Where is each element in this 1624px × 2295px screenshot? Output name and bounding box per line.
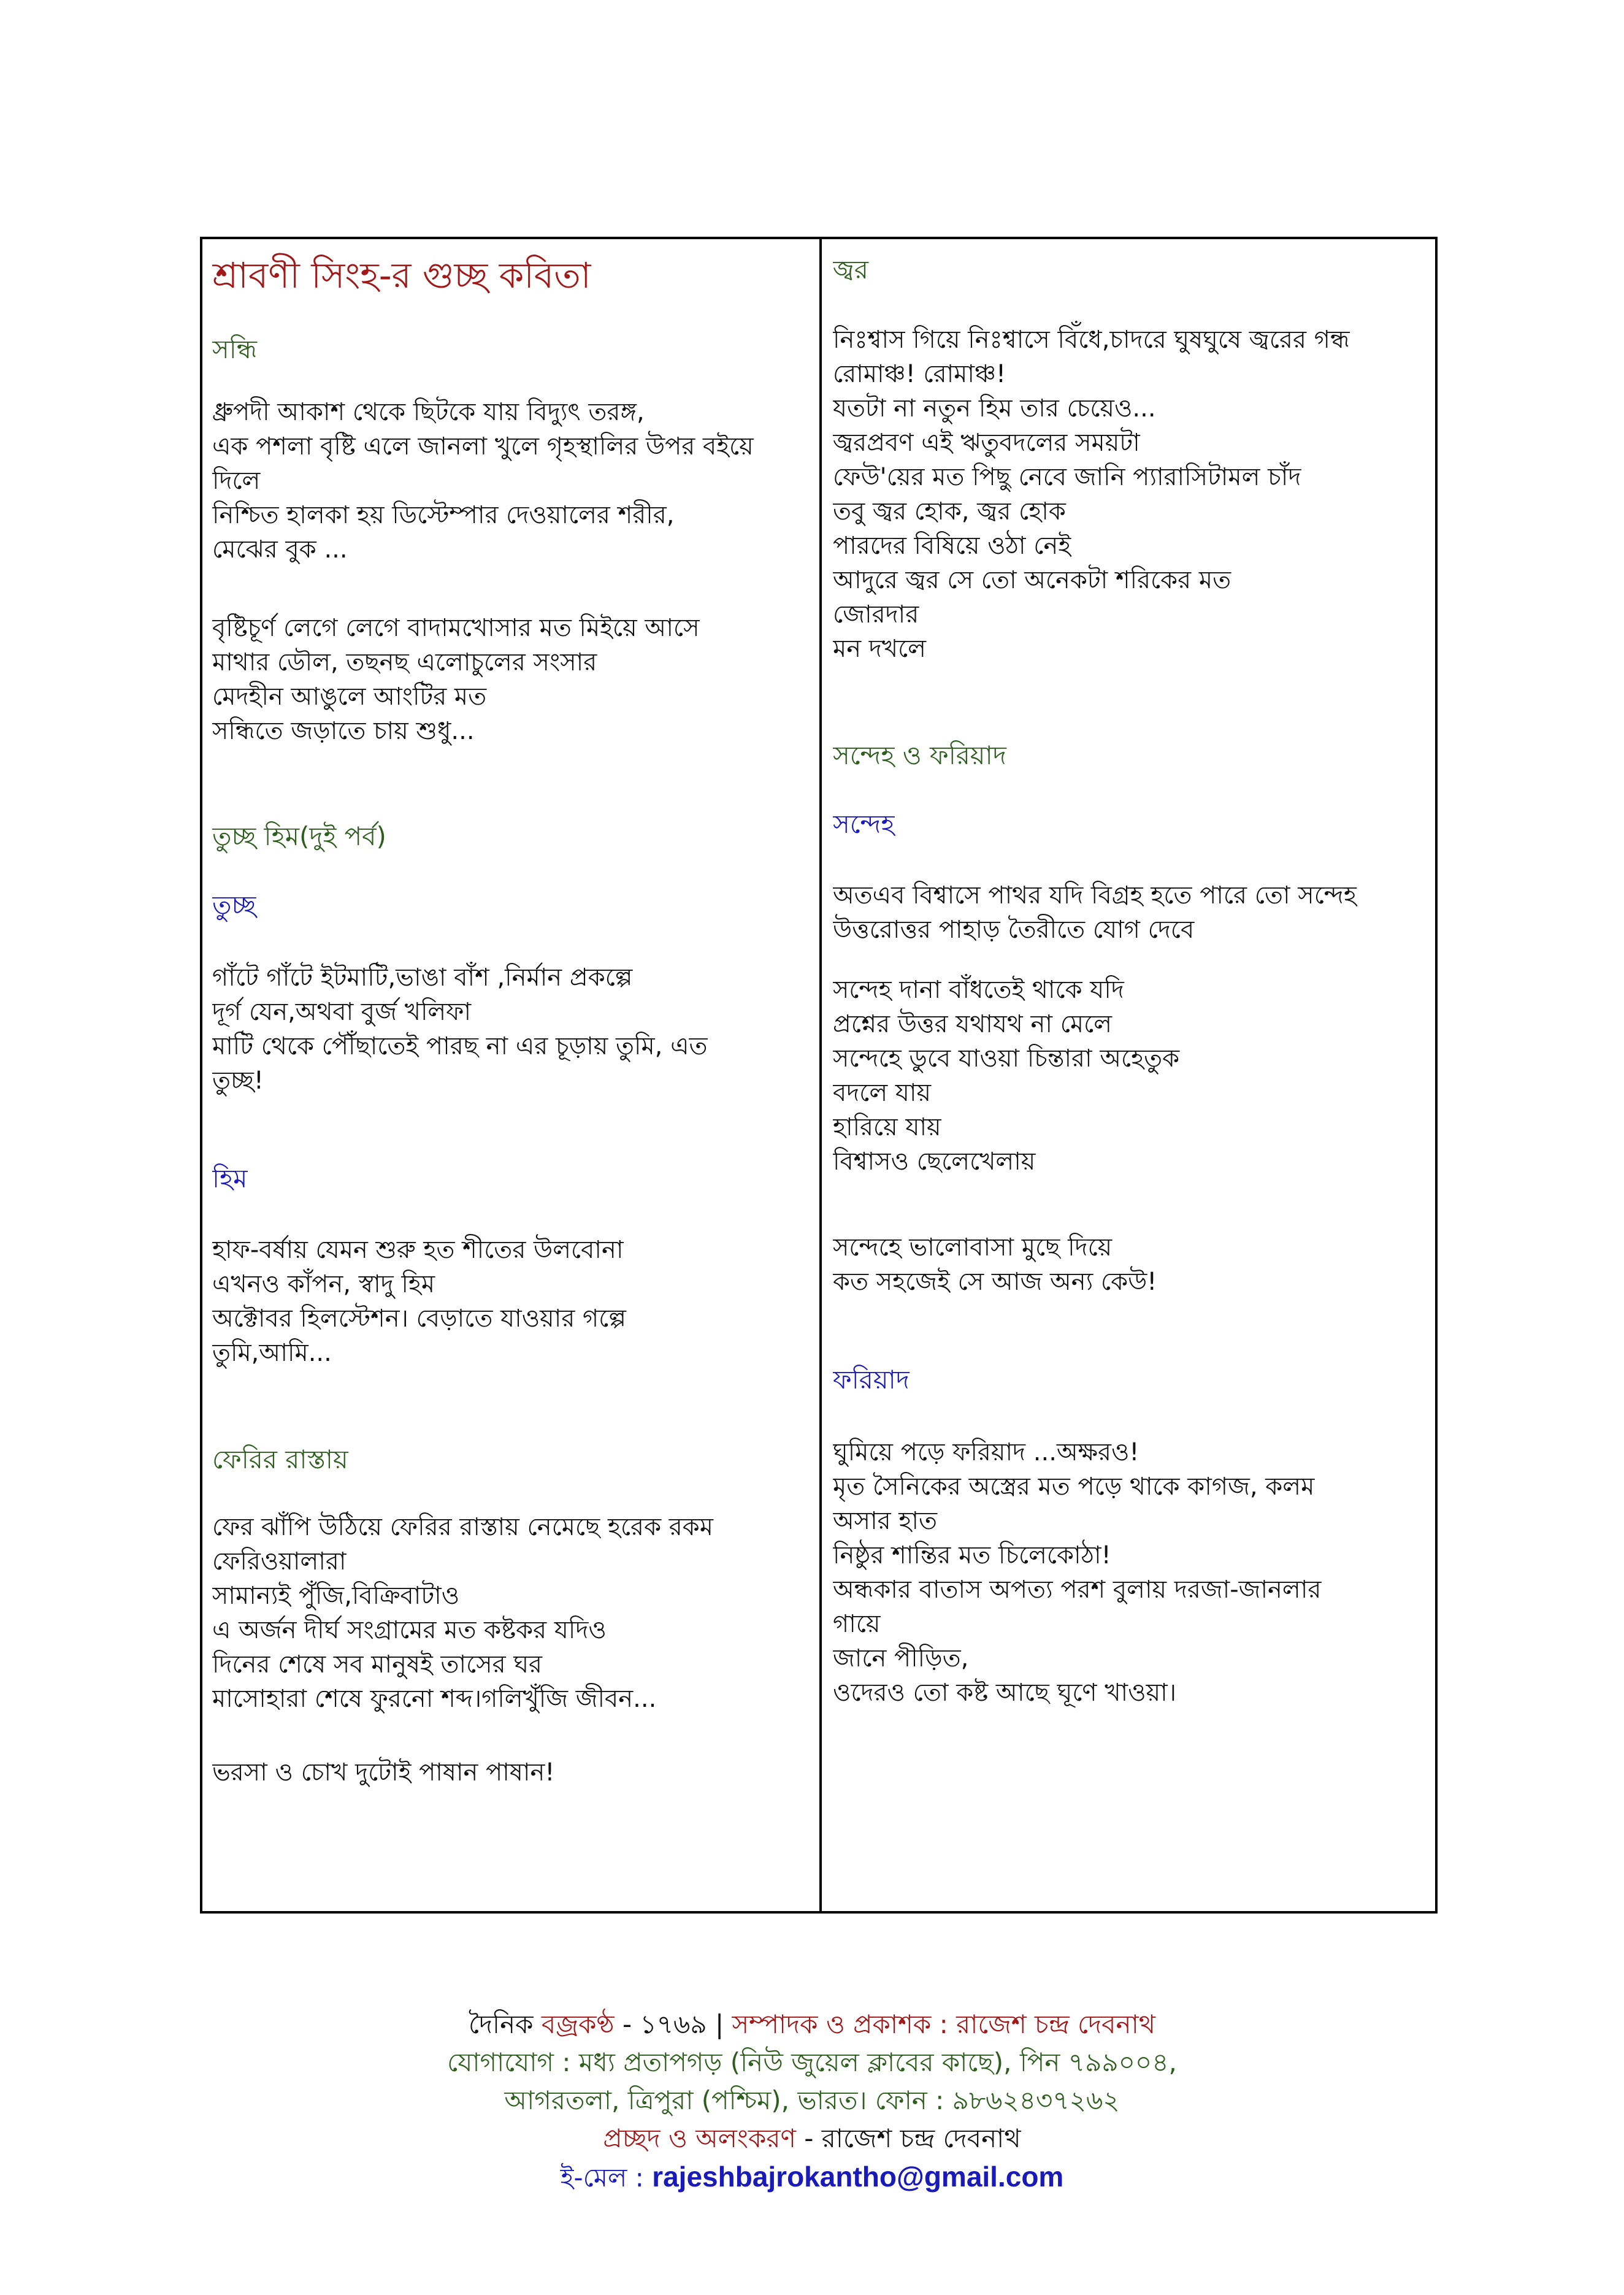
poem-line: জানে পীড়িত, bbox=[833, 1644, 969, 1672]
poem-line: মাসোহারা শেষে ফুরনো শব্দ।গলিখুঁজি জীবন... bbox=[212, 1685, 657, 1713]
poem-line: প্রশ্নের উত্তর যথাযথ না মেলে bbox=[833, 1010, 1113, 1038]
poem-line: অতএব বিশ্বাসে পাথর যদি বিগ্রহ হতে পারে তো সন্দেহ bbox=[833, 881, 1357, 910]
footer-email-label: ই-মেল : bbox=[560, 2163, 653, 2193]
publication-footer bbox=[0, 2006, 1624, 2197]
poem-line: বদলে যায় bbox=[833, 1079, 932, 1107]
subheading-him: হিম bbox=[212, 1163, 248, 1193]
poem-line: বৃষ্টিচূর্ণ লেগে লেগে বাদামখোসার মত মিইয়ে আসে bbox=[212, 614, 700, 642]
footer-prefix: দৈনিক bbox=[469, 2009, 542, 2039]
poem-line: দিনের শেষে সব মানুষই তাসের ঘর bbox=[212, 1650, 543, 1679]
poem-ferir-stanza-1 bbox=[212, 1510, 813, 1716]
footer-masthead-line bbox=[0, 2006, 1624, 2044]
poem-line: নিষ্ঠুর শান্তির মত চিলেকোঠা! bbox=[833, 1541, 1111, 1569]
footer-editor-label: সম্পাদক ও প্রকাশক : bbox=[732, 2009, 957, 2039]
poem-sandeho-stanza-1 bbox=[833, 878, 1431, 947]
poem-line: ফের ঝাঁপি উঠিয়ে ফেরির রাস্তায় নেমেছে হরেক রকম bbox=[212, 1513, 713, 1541]
poem-line: মাটি থেকে পৌঁছাতেই পারছ না এর চূড়ায় তুমি, এত bbox=[212, 1032, 708, 1060]
poem-sandhi-stanza-1 bbox=[212, 395, 813, 567]
poem-line: দিলে bbox=[212, 467, 261, 495]
poem-line: হারিয়ে যায় bbox=[833, 1113, 941, 1141]
poem-heading-sandeho-fariyad: সন্দেহ ও ফরিয়াদ bbox=[833, 740, 1006, 770]
footer-paper-name: বজ্রকণ্ঠ bbox=[541, 2009, 615, 2039]
left-column bbox=[212, 237, 813, 1914]
poem-line: ভরসা ও চোখ দুটোই পাষান পাষান! bbox=[212, 1758, 555, 1787]
subheading-fariyad: ফরিয়াদ bbox=[833, 1365, 910, 1395]
poem-jwar-lines bbox=[833, 323, 1431, 666]
poem-ferir-stanza-2 bbox=[212, 1755, 813, 1790]
poem-line: বিশ্বাসও ছেলেখেলায় bbox=[833, 1148, 1036, 1176]
poem-line: সামান্যই পুঁজি,বিক্রিবাটাও bbox=[212, 1582, 460, 1610]
poem-line: ফেরিওয়ালারা bbox=[212, 1547, 347, 1576]
poem-line: হাফ-বর্ষায় যেমন শুরু হত শীতের উলবোনা bbox=[212, 1236, 624, 1264]
poem-line: আদুরে জ্বর সে তো অনেকটা শরিকের মত bbox=[833, 566, 1231, 594]
footer-contact-line: যোগাযোগ : মধ্য প্রতাপগড় (নিউ জুয়েল ক্লাবের কাছে), পিন ৭৯৯০০৪, bbox=[447, 2047, 1177, 2077]
poem-him-lines bbox=[212, 1233, 813, 1370]
column-divider bbox=[819, 237, 822, 1914]
footer-issue-number: - ১৭৬৯ | bbox=[614, 2009, 732, 2039]
poem-line: দূর্গ যেন,অথবা বুর্জ খলিফা bbox=[212, 998, 472, 1026]
poem-line: ধ্রুপদী আকাশ থেকে ছিটকে যায় বিদ্যুৎ তরঙ্গ, bbox=[212, 398, 645, 426]
poem-heading-tuchchho-him: তুচ্ছ হিম(দুই পর্ব) bbox=[212, 821, 386, 851]
poem-line: এ অর্জন দীর্ঘ সংগ্রামের মত কষ্টকর যদিও bbox=[212, 1616, 607, 1644]
poem-line: মাথার ডৌল, তছনছ এলোচুলের সংসার bbox=[212, 648, 597, 676]
poem-line: নিঃশ্বাস গিয়ে নিঃশ্বাসে বিঁধে,চাদরে ঘুষঘুষে জ্বরের গন্ধ bbox=[833, 326, 1350, 354]
poem-heading-jwar: জ্বর bbox=[833, 255, 868, 285]
poem-line: উত্তরোত্তর পাহাড় তৈরীতে যোগ দেবে bbox=[833, 916, 1195, 944]
poem-line: মন দখলে bbox=[833, 635, 926, 663]
poem-line: অক্টোবর হিলস্টেশন। বেড়াতে যাওয়ার গল্পে bbox=[212, 1305, 626, 1333]
poem-line: সন্দেহে ভালোবাসা মুছে দিয়ে bbox=[833, 1233, 1113, 1262]
poem-line: যতটা না নতুন হিম তার চেয়েও... bbox=[833, 394, 1156, 423]
poem-line: অন্ধকার বাতাস অপত্য পরশ বুলায় দরজা-জানলার bbox=[833, 1576, 1322, 1604]
footer-editor-name: রাজেশ চন্দ্র দেবনাথ bbox=[956, 2009, 1155, 2039]
poem-line: এখনও কাঁপন, স্বাদু হিম bbox=[212, 1270, 435, 1298]
poem-line: তুচ্ছ! bbox=[212, 1067, 264, 1095]
poem-line: সন্দেহে ডুবে যাওয়া চিন্তারা অহেতুক bbox=[833, 1044, 1180, 1073]
poem-line: পারদের বিষিয়ে ওঠা নেই bbox=[833, 532, 1071, 560]
footer-cover-credit-line bbox=[0, 2120, 1624, 2158]
footer-address-line: আগরতলা, ত্রিপুরা (পশ্চিম), ভারত। ফোন : ৯৮৬২৪৩৭২৬২ bbox=[504, 2085, 1120, 2115]
poem-line: কত সহজেই সে আজ অন্য কেউ! bbox=[833, 1268, 1157, 1296]
footer-email-link[interactable]: rajeshbajrokantho@gmail.com bbox=[652, 2161, 1064, 2193]
poem-line: গাঁটে গাঁটে ইটমাটি,ভাঙা বাঁশ ,নির্মান প্রকল্পে bbox=[212, 964, 633, 992]
right-column bbox=[833, 237, 1431, 1914]
poem-line: মেদহীন আঙুলে আংটির মত bbox=[212, 683, 487, 711]
poem-line: এক পশলা বৃষ্টি এলে জানলা খুলে গৃহস্থালির উপর বইয়ে bbox=[212, 432, 754, 461]
poem-sandeho-stanza-2 bbox=[833, 973, 1431, 1179]
poem-line: ওদেরও তো কষ্ট আছে ঘূণে খাওয়া। bbox=[833, 1679, 1177, 1707]
poem-line: নিশ্চিত হালকা হয় ডিস্টেম্পার দেওয়ালের শরীর, bbox=[212, 501, 675, 529]
poem-line: সন্দেহ দানা বাঁধতেই থাকে যদি bbox=[833, 976, 1124, 1004]
poem-line: সন্ধিতে জড়াতে চায় শুধু... bbox=[212, 717, 475, 745]
poem-line: জোরদার bbox=[833, 600, 919, 629]
subheading-sandeho: সন্দেহ bbox=[833, 809, 895, 839]
poem-line: জ্বরপ্রবণ এই ঋতুবদলের সময়টা bbox=[833, 429, 1140, 457]
poem-line: ঘুমিয়ে পড়ে ফরিয়াদ ...অক্ষরও! bbox=[833, 1438, 1139, 1466]
footer-cover-sep: - bbox=[795, 2123, 822, 2153]
poem-heading-sandhi: সন্ধি bbox=[212, 334, 258, 364]
poem-tuchchho-lines bbox=[212, 960, 813, 1098]
poem-sandhi-stanza-2 bbox=[212, 611, 813, 748]
poem-line: তুমি,আমি... bbox=[212, 1339, 332, 1367]
footer-cover-name: রাজেশ চন্দ্র দেবনাথ bbox=[821, 2123, 1021, 2153]
poem-heading-ferir-rastay: ফেরির রাস্তায় bbox=[212, 1444, 348, 1474]
poem-line: মেঝের বুক ... bbox=[212, 535, 348, 564]
poem-line: ফেউ'য়ের মত পিছু নেবে জানি প্যারাসিটামল চাঁদ bbox=[833, 463, 1301, 491]
poem-line: মৃত সৈনিকের অস্ত্রের মত পড়ে থাকে কাগজ, কলম bbox=[833, 1473, 1315, 1501]
page-title: শ্রাবণী সিংহ-র গুচ্ছ কবিতা bbox=[212, 255, 591, 296]
poem-line: অসার হাত bbox=[833, 1507, 938, 1535]
poem-fariyad-lines bbox=[833, 1435, 1431, 1710]
poem-line: রোমাঞ্চ! রোমাঞ্চ! bbox=[833, 360, 1006, 388]
footer-cover-label: প্রচ্ছদ ও অলংকরণ bbox=[603, 2123, 796, 2153]
poem-sandeho-stanza-3 bbox=[833, 1230, 1431, 1299]
subheading-tuchchho: তুচ্ছ bbox=[212, 890, 256, 920]
footer-email-line bbox=[0, 2158, 1624, 2197]
poem-line: গায়ে bbox=[833, 1610, 881, 1638]
poem-line: তবু জ্বর হোক, জ্বর হোক bbox=[833, 497, 1066, 526]
